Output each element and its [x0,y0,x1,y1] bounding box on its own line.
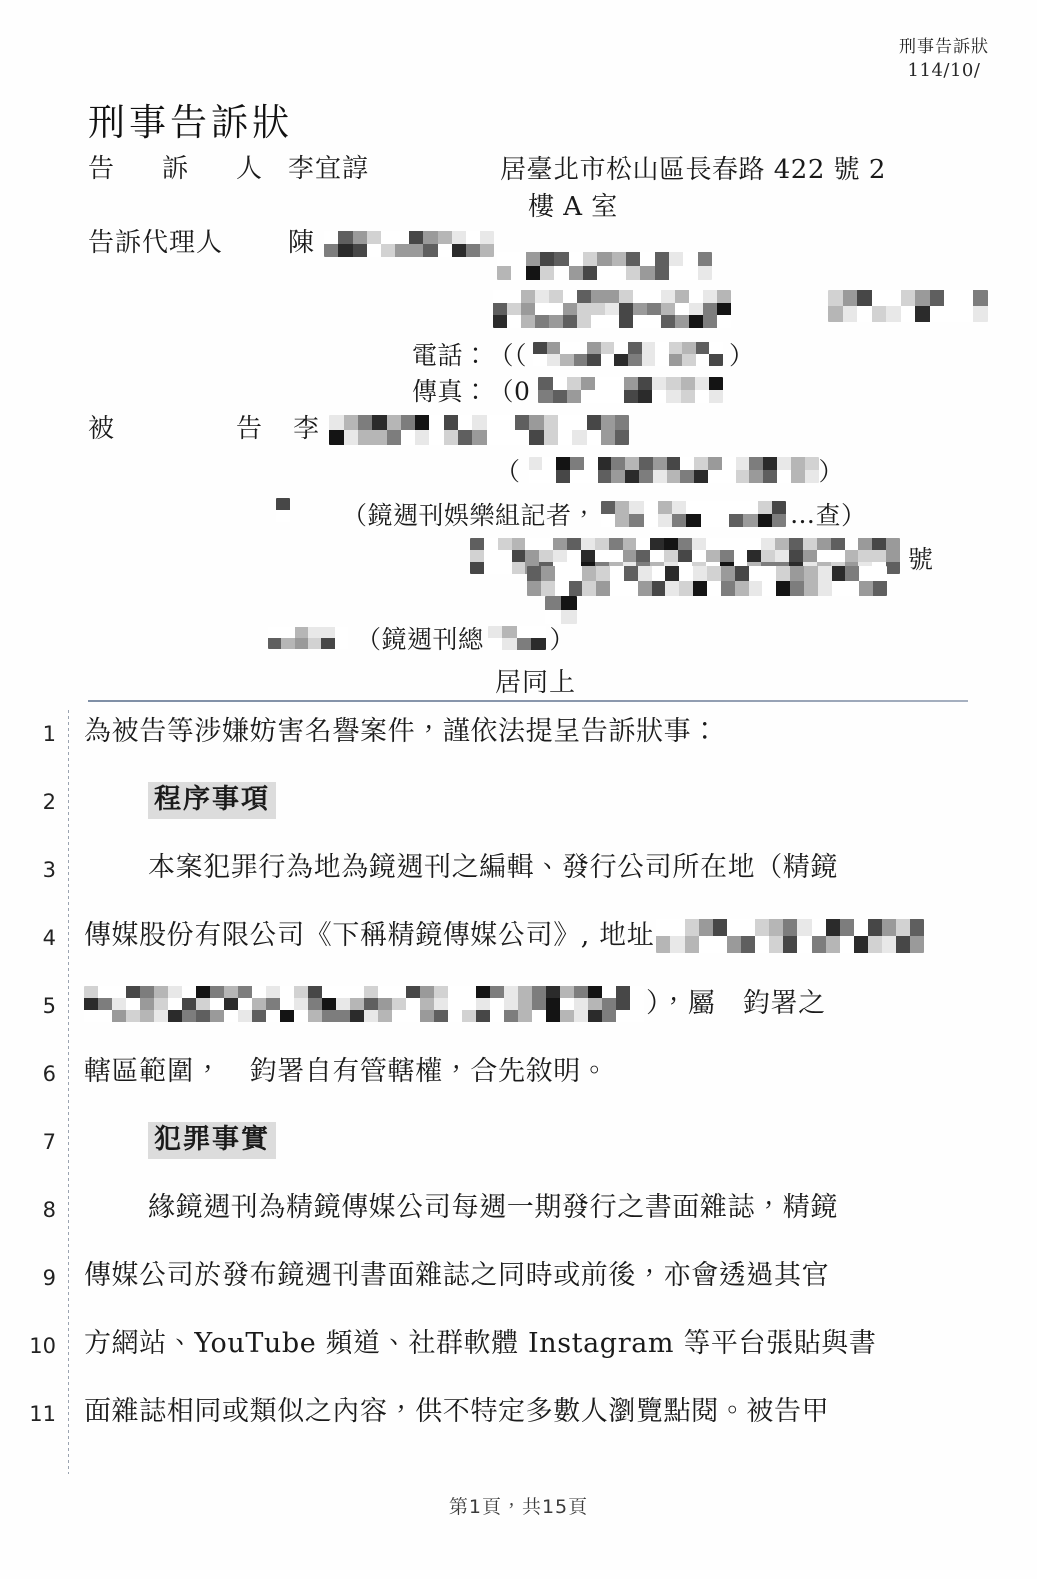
page-footer [0,1492,1037,1519]
redaction-defendant-marker [276,498,290,522]
party-label-char-2: 訴 [161,154,189,185]
annotation-reporter-suffix: 查） [815,501,867,530]
body-line [0,1250,1037,1318]
defendant-label-char-1: 被 [88,414,116,444]
body-line [0,1114,1037,1182]
body-line [0,774,1037,842]
body-line [0,842,1037,910]
body-line [0,706,1037,774]
line-content: 傳媒股份有限公司《下稱精鏡傳媒公司》, 地址 [84,920,655,951]
redaction-defendant-address-2 [527,566,887,596]
redaction-defendant-detail [529,457,819,483]
body-line [0,978,1037,1046]
line-number: 3 [42,858,56,882]
line-number: 7 [42,1130,56,1154]
party-label-char-3: 人 [235,154,263,185]
redaction-editor-name [268,627,348,649]
line-number: 8 [42,1198,56,1222]
line-content: 方網站、YouTube 頻道、社群軟體 Instagram 等平台張貼與書 [84,1328,877,1359]
line-number: 11 [29,1402,56,1426]
defendant-paren-open: （ [495,457,521,486]
phone-line [412,336,755,372]
body-area [0,706,1037,1454]
line-content: ），屬 鈞署之 [646,988,826,1019]
phone-label: 電話： [412,341,489,370]
body-line [0,1318,1037,1386]
redaction-agent-address-2 [493,290,731,328]
line-number: 10 [29,1334,56,1358]
redaction-fax-number [538,377,723,403]
fax-line [412,372,731,408]
redaction-jurisdiction-detail [84,986,644,1022]
section-heading-procedural: 程序事項 [148,782,276,819]
running-header [899,36,989,83]
party-label-agent: 告訴代理人 [88,228,224,259]
line-content: 為被告等涉嫌妨害名譽案件，謹依法提呈告訴狀事： [84,716,719,747]
redaction-editor-title [488,626,546,650]
page-title: 刑事告訴狀 [88,101,293,144]
redaction-phone-number [533,342,723,366]
address-same-text: 居同上 [495,668,577,698]
redaction-agent-address-1 [497,252,712,280]
defendant-label-char-2: 告 [235,414,263,444]
line-content: 緣鏡週刊為精鏡傳媒公司每週一期發行之書面雜誌，精鏡 [148,1192,838,1223]
defendant-name-prefix: 李 [293,414,321,444]
plaintiff-address-line1: 居臺北市松山區長春路 422 號 2 [500,155,886,186]
annotation-reporter-text: （鏡週刊娛樂組記者， [342,501,598,530]
plaintiff-address-line2: 樓 A 室 [528,192,618,223]
agent-name-prefix: 陳 [288,228,316,259]
line-content: 本案犯罪行為地為鏡週刊之編輯、發行公司所在地（精鏡 [148,852,838,883]
plaintiff-name: 李宜諄 [288,154,370,185]
annotation-reporter [342,496,867,532]
redaction-reporter-detail [601,501,786,527]
line-content-wrapper [84,916,979,955]
header-separator [88,700,968,702]
defendant-name [293,412,629,447]
redaction-agent-address-3 [828,290,988,322]
line-number: 1 [42,722,56,746]
line-content: 傳媒公司於發布鏡週刊書面雜誌之同時或前後，亦會透過其官 [84,1260,830,1291]
fax-open-paren: （0 [488,377,531,406]
redaction-company-address [656,919,924,953]
annotation-editor-suffix: ） [549,625,576,654]
phone-close-paren: ） [729,341,755,370]
heading-block [88,100,968,276]
fax-label: 傳真： [412,377,489,406]
defendant-paren-close: ） [818,457,845,486]
party-label-defendant [88,412,288,447]
line-number: 4 [42,926,56,950]
page-number-label: 第1頁，共15頁 [448,1496,589,1518]
line-number: 6 [42,1062,56,1086]
party-label-char-1: 告 [88,154,116,185]
line-number: 2 [42,790,56,814]
line-number: 5 [42,994,56,1018]
section-heading-facts: 犯罪事實 [148,1122,276,1159]
annotation-reporter-ellipsis: … [790,499,816,529]
line-content-wrapper [84,1120,979,1159]
party-row-defendant [88,412,978,447]
body-line [0,1046,1037,1114]
running-header-date: 114/10/ [907,59,981,81]
line-content-wrapper [84,780,979,819]
annotation-editor-text: （鏡週刊總 [356,625,484,654]
redaction-agent-name [324,231,494,257]
line-content: 轄區範圍， 鈞署自有管轄權，合先敘明。 [84,1056,609,1087]
defendant-address-same [495,662,576,699]
body-line [0,910,1037,978]
party-row-plaintiff [88,152,968,224]
running-header-title: 刑事告訴狀 [899,37,989,57]
plaintiff-address [500,152,970,226]
line-content: 面雜誌相同或類似之內容，供不特定多數人瀏覽點閱。被告甲 [84,1396,830,1427]
party-label-plaintiff [88,152,288,187]
phone-open-paren: （（ [488,341,528,370]
redaction-defendant-name [329,415,629,445]
agent-name [288,226,494,261]
body-line [0,1182,1037,1250]
defendant-paren-line [495,452,844,488]
defendant-address-trailing: 號 [908,545,934,574]
line-content-wrapper [84,984,979,1023]
line-number: 9 [42,1266,56,1290]
body-line [0,1386,1037,1454]
annotation-editor-in-chief [268,620,575,656]
